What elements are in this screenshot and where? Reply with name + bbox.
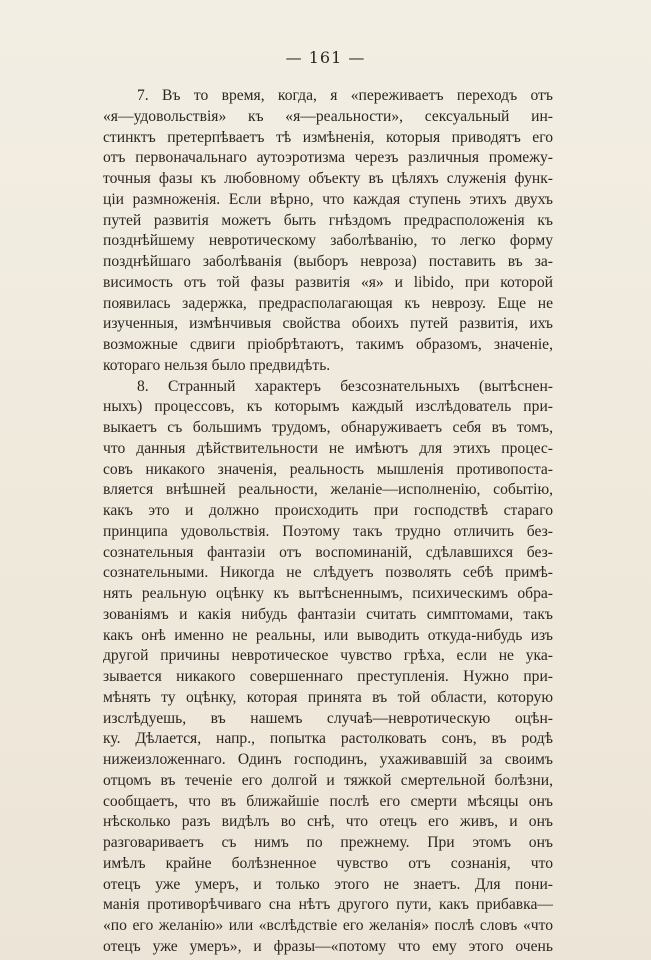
paragraph-7: [103, 86, 553, 377]
text-line: отъ первоначальнаго аутоэротизма черезъ различныя промежу-: [103, 149, 553, 167]
text-line: путей развитія можетъ быть гнѣздомъ предрасположенія къ: [103, 211, 553, 229]
paragraph-8: [103, 377, 553, 958]
text-line: стинктъ претерпѣваетъ тѣ измѣненія, которыя приводятъ его: [103, 128, 553, 146]
text-line: изслѣдуешь, въ нашемъ случаѣ—невротическую оцѣн-: [103, 709, 553, 727]
text-line: какъ онѣ именно не реальны, или выводить откуда-нибудь изъ: [103, 626, 553, 644]
text-line: ку. Дѣлается, напр., попытка растолковать сонъ, въ родѣ: [103, 730, 553, 748]
text-line: ціи размноженія. Если вѣрно, что каждая ступень этихъ двухъ: [103, 190, 553, 208]
text-line: возможные сдвиги пріобрѣтаютъ, такимъ образомъ, значеніе,: [103, 336, 553, 353]
text-line: разговариваетъ съ нимъ по прежнему. При этомъ онъ: [103, 834, 553, 851]
text-line: другой причины невротическое чувство грѣха, если не ука-: [103, 647, 553, 665]
text-line: точныя фазы къ любовному объекту въ цѣляхъ служенія функ-: [103, 170, 553, 187]
text-line: манія противорѣчиваго сна нѣтъ другого пути, какъ прибавка—: [103, 896, 553, 914]
text-line: сообщаетъ, что въ ближайшіе послѣ его смерти мѣсяцы онъ: [103, 792, 553, 810]
body-text: [103, 86, 553, 958]
text-line: зывается никакого совершеннаго преступленія. Нужно при-: [103, 668, 553, 685]
text-line: ныхъ) процессовъ, къ которымъ каждый изслѣдователь при-: [103, 398, 553, 416]
text-line: выкаетъ съ большимъ трудомъ, обнаруживаетъ себя въ томъ,: [103, 419, 553, 436]
text-line: сознательными. Никогда не слѣдуетъ позволять себѣ примѣ-: [103, 564, 553, 582]
text-line: какъ это и должно происходить при господствѣ стараго: [103, 502, 553, 519]
text-line: котораго нельзя было предвидѣть.: [103, 356, 331, 374]
text-line: «по его желанію» или «вслѣдствіе его желанія» послѣ словъ «что: [103, 917, 553, 934]
text-line: сознательныя фантазіи отъ воспоминаній, сдѣлавшихся без-: [103, 543, 553, 561]
text-line: мѣнять ту оцѣнку, которая принята въ той области, которую: [103, 688, 553, 706]
text-line: отецъ уже умеръ, и только этого не знаетъ. Для пони-: [103, 875, 553, 893]
text-line: изученныя, измѣнчивыя свойства обоихъ путей развитія, ихъ: [103, 315, 553, 333]
text-line: отецъ уже умеръ», и фразы—«потому что ему этого очень: [103, 937, 553, 955]
text-line: отцомъ въ теченіе его долгой и тяжкой смертельной болѣзни,: [103, 771, 553, 789]
text-line: вляется внѣшней реальности, желаніе—исполненію, событію,: [103, 481, 553, 499]
text-line: «я—удовольствія» къ «я—реальности», сексуальный ин-: [103, 107, 553, 125]
text-line: совъ никакого значенія, реальность мышленія противопоста-: [103, 460, 553, 478]
page-number: — 161 —: [285, 48, 366, 67]
text-line: нижеизложеннаго. Одинъ господинъ, ухаживавшій за своимъ: [103, 751, 553, 768]
text-line: что данныя дѣйствительности не имѣютъ для этихъ процес-: [103, 439, 553, 457]
text-line: 7. Въ то время, когда, я «переживаетъ переходъ отъ: [137, 87, 553, 104]
text-line: позднѣйшему невротическому заболѣванію, то легко форму: [103, 232, 553, 250]
text-line: 8. Странный характеръ безсознательныхъ (вытѣснен-: [137, 377, 553, 395]
text-line: висимость отъ той фазы развитія «я» и libido, при которой: [103, 273, 553, 291]
text-line: нять реальную оцѣнку къ вытѣсненнымъ, психическимъ обра-: [103, 585, 553, 602]
text-line: появилась задержка, предрасполагающая къ неврозу. Еще не: [103, 294, 553, 312]
text-line: имѣлъ крайне болѣзненное чувство отъ сознанія, что: [103, 854, 553, 872]
text-line: позднѣйшаго заболѣванія (выборъ невроза) поставить въ за-: [103, 253, 553, 270]
text-line: принципа удовольствія. Поэтому такъ трудно отличить без-: [103, 522, 553, 540]
text-line: зованіямъ и какія нибудь фантазіи считать симптомами, такъ: [103, 605, 553, 623]
text-line: нѣсколько разъ видѣлъ во снѣ, что отецъ его живъ, и онъ: [103, 813, 553, 831]
